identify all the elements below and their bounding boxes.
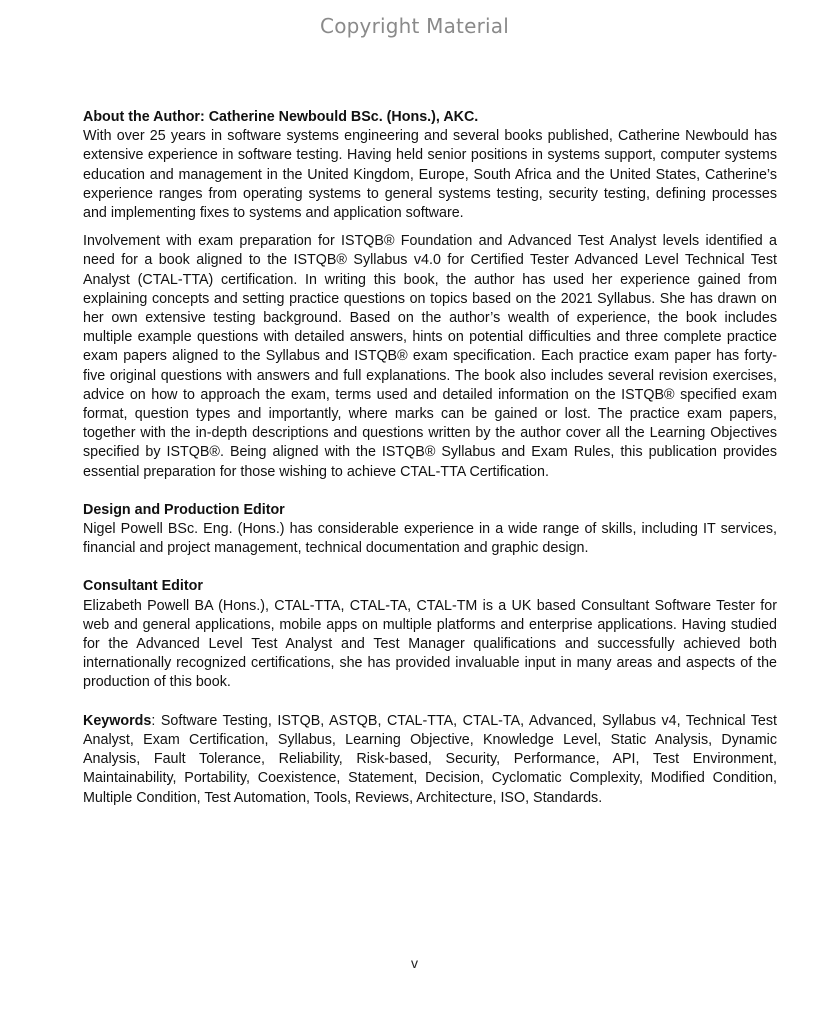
author-paragraph-2: Involvement with exam preparation for ISTQB® Foundation and Advanced Test Analyst levels identified a need for a book aligned to the ISTQB® Syllabus v4.0 for Certified Tester Advanced Level Technical Test Analyst (CTAL-TTA) certification. In writing this book, the author has used her experience gained from explaining concepts and setting practice questions on topics based on the 2021 Syllabus. She has drawn on her own extensive testing background. Based on the author’s wealth of experience, the book includes multiple example questions with detailed answers, hints on potential difficulties and three complete practice exam papers aligned to the Syllabus and ISTQB® exam specification. Each practice exam paper has forty-five original questions with answers and full explanations. The book also includes several revision exercises, advice on how to approach the exam, terms used and detailed information on the ISTQB® specified exam format, question types and importantly, where marks can be gained or lost. The practice exam papers, together with the in-depth descriptions and questions written by the author cover all the Learning Objectives specified by ISTQB®. Being aligned with the ISTQB® Syllabus and Exam Rules, this publication provides essential preparation for those wishing to achieve CTAL-TTA Certification.	[83, 233, 777, 480]
design-editor-paragraph: Nigel Powell BSc. Eng. (Hons.) has considerable experience in a wide range of skills, including IT services, financial and project management, technical documentation and graphic design.	[83, 521, 777, 557]
author-heading: About the Author: Catherine Newbould BSc. (Hons.), AKC.	[83, 109, 479, 125]
page-content	[83, 108, 777, 808]
page-number: v	[411, 955, 418, 971]
consultant-editor-heading: Consultant Editor	[83, 578, 203, 595]
keywords-text: : Software Testing, ISTQB, ASTQB, CTAL-TTA, CTAL-TA, Advanced, Syllabus v4, Technical Test Analyst, Exam Certification, Syllabus, Learning Objective, Knowledge Level, Static Analysis, Dynamic Analysis, Fault Tolerance, Reliability, Risk-based, Security, Performance, API, Test Environment, Maintainability, Portability, Coexistence, Statement, Decision, Cyclomatic Complexity, Modified Condition, Multiple Condition, Test Automation, Tools, Reviews, Architecture, ISO, Standards.	[83, 712, 777, 806]
copyright-watermark: Copyright Material	[320, 14, 509, 38]
keywords-paragraph	[83, 712, 777, 808]
keywords-label: Keywords	[83, 712, 152, 729]
author-paragraph-1: With over 25 years in software systems engineering and several books published, Catherine Newbould has extensive experience in software testing. Having held senior positions in systems support, computer systems education and management in the United Kingdom, Europe, South Africa and the United States, Catherine’s experience ranges from operating systems to general systems testing, security testing, defining processes and implementing fixes to systems and application software.	[83, 128, 777, 222]
consultant-editor-paragraph: Elizabeth Powell BA (Hons.), CTAL-TTA, CTAL-TA, CTAL-TM is a UK based Consultant Software Tester for web and general applications, mobile apps on multiple platforms and enterprise applications. Having studied for the Advanced Level Test Analyst and Test Manager qualifications and successfully achieved both internationally recognized certifications, she has provided invaluable input in many areas and aspects of the production of this book.	[83, 597, 777, 691]
design-editor-heading: Design and Production Editor	[83, 501, 285, 518]
